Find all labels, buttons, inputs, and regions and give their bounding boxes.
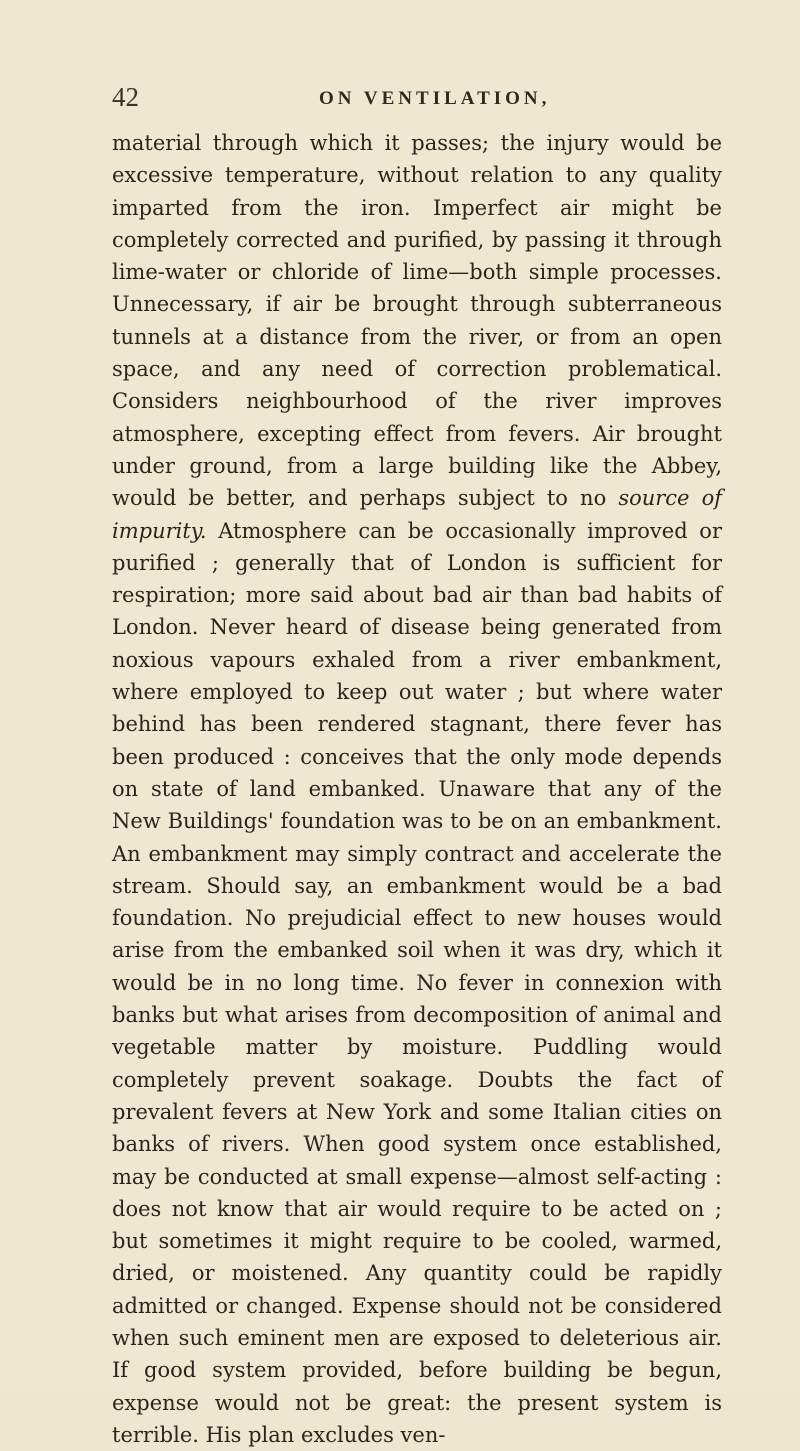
body-text-part-1: material through which it passes; the injury would be excessive temperature, without relation to any quality imparted from the iron. Imperfect air might be completely corrected and purified, by passing it through lime-water or chloride of lime—both simple processes. Unnecessary, if air be brought through subterraneous tunnels at a distance from the river, or from an open space, and any need of correction problematical. Considers neighbourhood of the river improves atmosphere, excepting effect from fevers. Air brought under ground, from a large building like the Abbey, would be better, and perhaps subject to no	[112, 131, 722, 511]
body-text-part-2: Atmosphere can be occasionally improved or purified ; generally that of London is sufficient for respiration; more said about bad air than bad habits of London. Never heard of disease being generated from noxious vapours exhaled from a river embankment, where employed to keep out water ; but where water behind has been rendered stagnant, there fever has been produced : conceives that the only mode depends on state of land embanked. Unaware that any of the New Buildings' foundation was to be on an embankment. An embankment may simply contract and accelerate the stream. Should say, an embankment would be a bad foundation. No prejudicial effect to new houses would arise from the embanked soil when it was dry, which it would be in no long time. No fever in connexion with banks but what arises from decomposition of animal and vegetable matter by moisture. Puddling would completely prevent soakage. Doubts the fact of prevalent fevers at New York and some Italian cities on banks of rivers. When good system once established, may be conducted at small expense—almost self-acting : does not know that air would require to be acted on ; but sometimes it might require to be cooled, warmed, dried, or moistened. Any quantity could be rapidly admitted or changed. Expense should not be considered when such eminent men are exposed to deleterious air. If good system provided, before building be begun, expense would not be great: the present system is terrible. His plan excludes ven-	[112, 518, 722, 1447]
page-number: 42	[112, 82, 139, 112]
running-head: ON VENTILATION,	[319, 88, 551, 109]
body-paragraph	[112, 127, 722, 1451]
body-text-italic: source of impurity.	[112, 486, 722, 543]
page-header	[112, 82, 722, 122]
